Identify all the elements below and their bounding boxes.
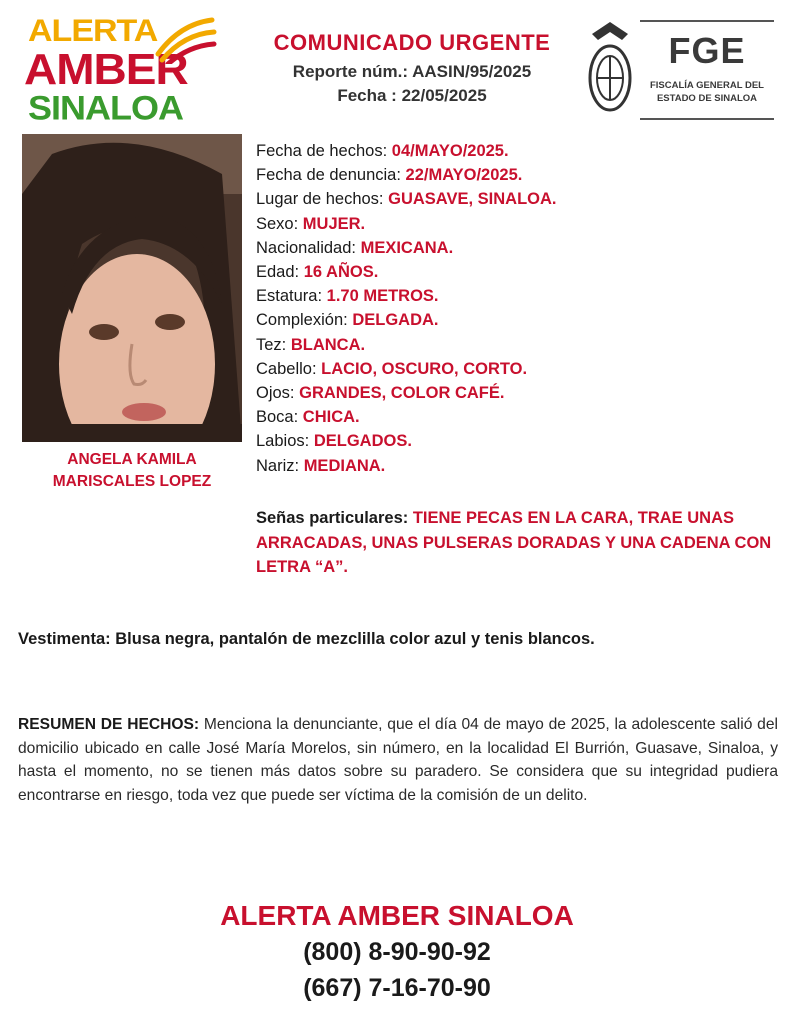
detail-row: [256, 260, 557, 284]
phone-number-1: (800) 8-90-90-92: [303, 938, 491, 966]
detail-label: Ojos:: [256, 384, 295, 403]
detail-label: Edad:: [256, 263, 300, 282]
detail-value: LACIO, OSCURO, CORTO.: [321, 359, 528, 378]
detail-value: DELGADOS.: [313, 432, 412, 451]
detail-value: GUASAVE, SINALOA.: [388, 190, 557, 209]
detail-label: Boca:: [256, 408, 299, 427]
logo-amber-text: AMBER: [24, 44, 188, 94]
detail-label: Sexo:: [256, 214, 299, 233]
detail-label: Nacionalidad:: [256, 238, 356, 257]
fge-name-line2: ESTADO DE SINALOA: [656, 93, 758, 104]
detail-label: Fecha de hechos:: [256, 142, 388, 160]
detail-value: MEXICANA.: [360, 238, 454, 257]
distinguishing-marks-value: TIENE PECAS EN LA CARA, TRAE UNAS ARRACADAS, UNAS PULSERAS DORADAS Y UNA CADENA CON LETRA “A”.: [256, 509, 772, 576]
detail-label: Complexión:: [256, 311, 348, 330]
detail-row: [256, 212, 557, 236]
detail-row: [256, 381, 557, 405]
detail-label: Fecha de denuncia:: [256, 166, 401, 185]
detail-label: Labios:: [256, 432, 310, 451]
detail-value: 04/MAYO/2025.: [391, 142, 509, 160]
fge-acronym: FGE: [668, 30, 746, 71]
detail-value: BLANCA.: [290, 335, 366, 354]
report-number: Reporte núm.: AASIN/95/2025: [292, 62, 532, 81]
detail-label: Estatura:: [256, 287, 323, 306]
phone-number-2: (667) 7-16-70-90: [303, 974, 491, 1002]
person-details: [256, 139, 557, 478]
detail-value: GRANDES, COLOR CAFÉ.: [299, 384, 505, 403]
logo-sinaloa-text: SINALOA: [28, 88, 183, 127]
person-name-line1: ANGELA KAMILA: [67, 451, 197, 468]
footer-title: ALERTA AMBER SINALOA: [220, 900, 574, 931]
detail-row: [256, 163, 557, 187]
missing-person-photo: [22, 134, 242, 442]
detail-label: Nariz:: [256, 456, 300, 475]
communique-title: COMUNICADO URGENTE: [273, 30, 551, 55]
detail-label: Tez:: [256, 335, 287, 354]
detail-value: DELGADA.: [352, 311, 439, 330]
detail-value: 1.70 METROS.: [326, 287, 439, 306]
detail-row: [256, 454, 557, 478]
logo-alerta-text: ALERTA: [28, 13, 158, 49]
detail-row: [256, 284, 557, 308]
incident-summary-label: RESUMEN DE HECHOS:: [18, 716, 200, 733]
report-date: Fecha : 22/05/2025: [337, 86, 487, 105]
distinguishing-marks-label: Señas particulares:: [256, 509, 409, 527]
clothing-description: Vestimenta: Blusa negra, pantalón de mezclilla color azul y tenis blancos.: [18, 630, 595, 648]
detail-row: [256, 139, 557, 163]
fge-name-line1: FISCALÍA GENERAL DEL: [649, 80, 764, 91]
detail-label: Cabello:: [256, 359, 317, 378]
detail-row: [256, 405, 557, 429]
detail-row: [256, 187, 557, 211]
detail-row: [256, 333, 557, 357]
detail-value: MEDIANA.: [303, 456, 386, 475]
detail-value: CHICA.: [302, 408, 360, 427]
detail-label: Lugar de hechos:: [256, 190, 384, 209]
incident-summary-text: Menciona la denunciante, que el día 04 de mayo de 2025, la adolescente salió del domicilio ubicado en calle José María Morelos, sin número, en la localidad El Burrión, Guasave, Sinaloa, y hasta el momento, no se tienen más datos sobre su paradero. Se considera que su integridad pudiera encontrarse en riesgo, toda vez que puede ser víctima de la comisión de un delito.: [18, 716, 778, 804]
logo-rays-icon: [150, 14, 220, 64]
detail-row: [256, 236, 557, 260]
state-seal-icon: [586, 20, 634, 116]
detail-value: 16 AÑOS.: [303, 263, 379, 282]
incident-summary: [18, 713, 778, 807]
detail-value: 22/MAYO/2025.: [405, 166, 523, 185]
detail-row: [256, 357, 557, 381]
person-name-line2: MARISCALES LOPEZ: [52, 473, 212, 490]
detail-row: [256, 429, 557, 453]
detail-row: [256, 308, 557, 332]
distinguishing-marks: [256, 506, 776, 580]
detail-value: MUJER.: [302, 214, 366, 233]
